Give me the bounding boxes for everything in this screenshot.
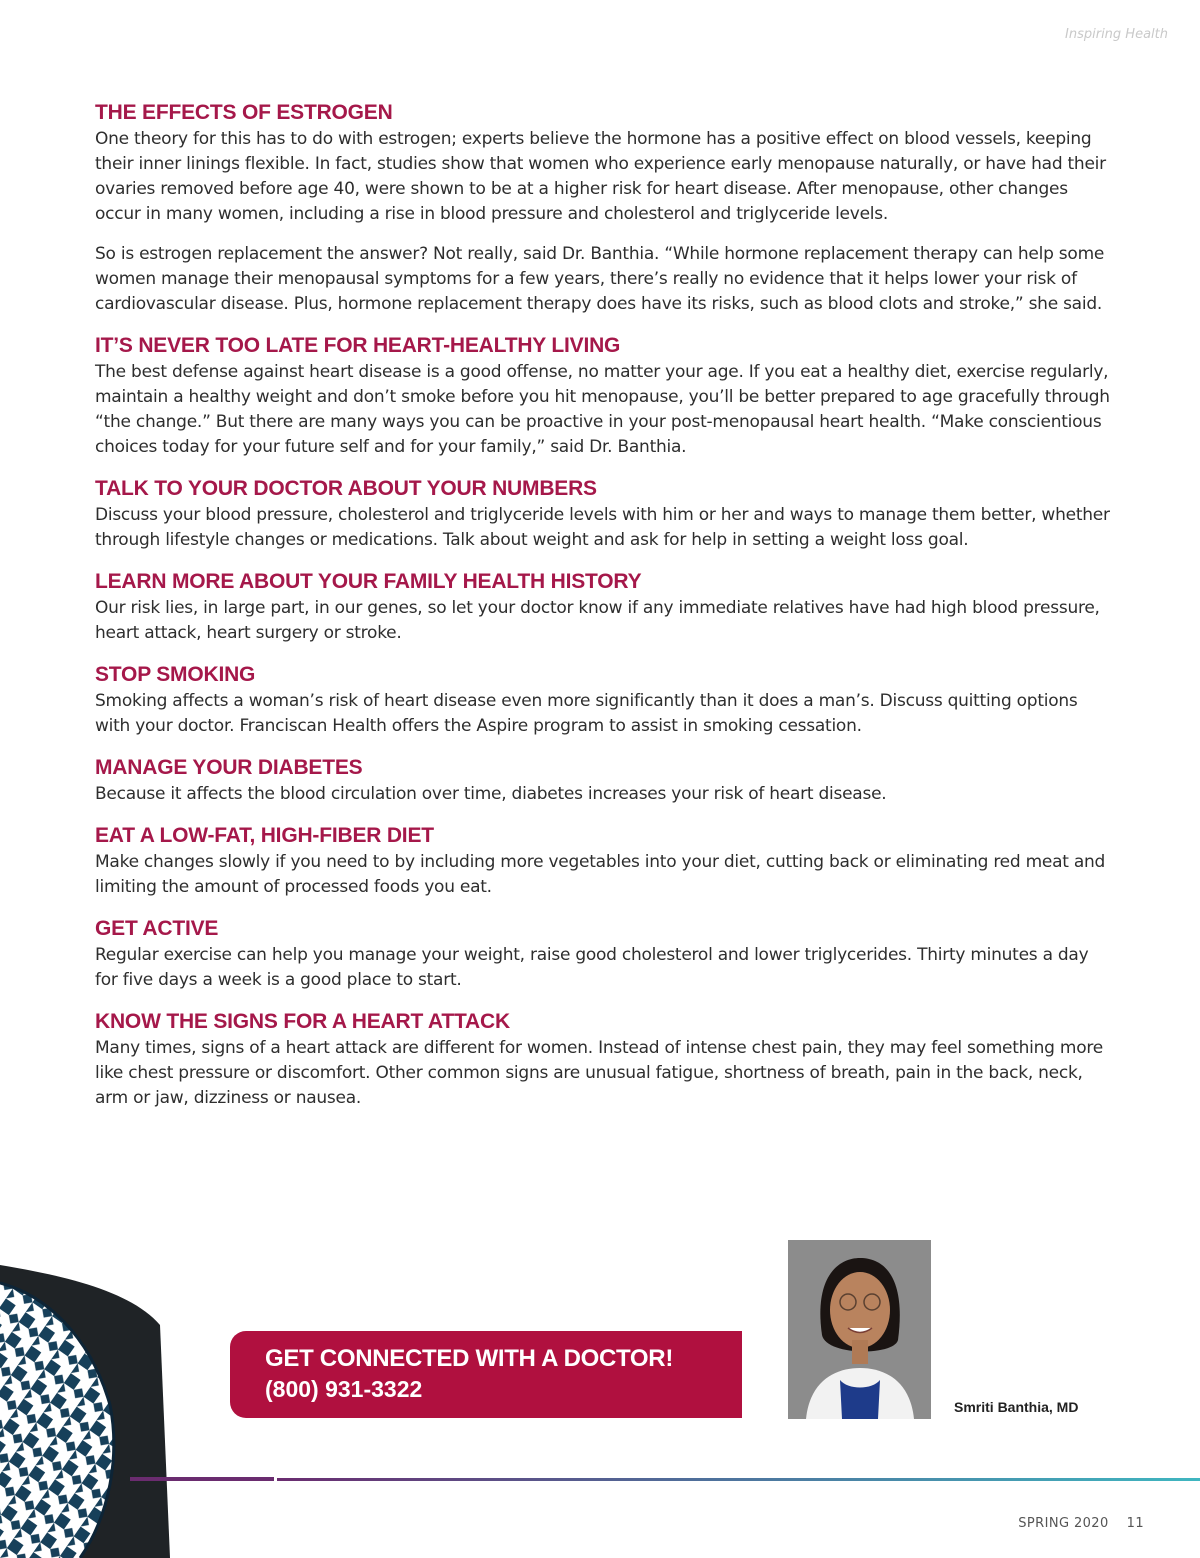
section-heading: STOP SMOKING bbox=[95, 663, 256, 686]
section-heading: IT’S NEVER TOO LATE FOR HEART-HEALTHY LIVING bbox=[95, 334, 621, 357]
section-family-history bbox=[95, 569, 1110, 646]
section-heading: TALK TO YOUR DOCTOR ABOUT YOUR NUMBERS bbox=[95, 477, 597, 500]
footer-rule bbox=[277, 1478, 1200, 1481]
section-paragraph: Make changes slowly if you need to by including more vegetables into your diet, cutting back or eliminating red meat and limiting the amount of processed foods you eat. bbox=[95, 852, 1106, 897]
cta-title: GET CONNECTED WITH A DOCTOR! bbox=[265, 1345, 674, 1372]
section-paragraph: The best defense against heart disease is a good offense, no matter your age. If you eat a healthy diet, exercise regularly, maintain a healthy weight and don’t smoke before you hit menopause, you’ll be better prepared to age gracefully through “the change.” But there are many ways you can be proactive in your post-menopausal heart health. “Make conscientious choices today for your future self and for your family,” said Dr. Banthia. bbox=[95, 362, 1110, 457]
page-number: 11 bbox=[1126, 1516, 1144, 1531]
section-never-too-late bbox=[95, 333, 1110, 460]
section-heading: THE EFFECTS OF ESTROGEN bbox=[95, 101, 393, 124]
issue-label: SPRING 2020 bbox=[1018, 1516, 1109, 1531]
section-manage-diabetes bbox=[95, 755, 1110, 807]
section-heading: KNOW THE SIGNS FOR A HEART ATTACK bbox=[95, 1010, 510, 1033]
section-effects-of-estrogen bbox=[95, 100, 1110, 317]
section-talk-to-doctor bbox=[95, 476, 1110, 553]
section-stop-smoking bbox=[95, 662, 1110, 739]
article-body bbox=[95, 100, 1110, 1127]
doctor-caption: Smriti Banthia, MD bbox=[954, 1399, 1079, 1415]
section-heading: MANAGE YOUR DIABETES bbox=[95, 756, 363, 779]
section-diet bbox=[95, 823, 1110, 900]
doctor-photo bbox=[788, 1240, 931, 1419]
section-paragraph: One theory for this has to do with estrogen; experts believe the hormone has a positive effect on blood vessels, keeping their inner linings flexible. In fact, studies show that women who experience early menopause naturally, or have had their ovaries removed before age 40, were shown to be at a higher risk for heart disease. After menopause, other changes occur in many women, including a rise in blood pressure and cholesterol and triglyceride levels. bbox=[95, 129, 1106, 224]
section-paragraph: Smoking affects a woman’s risk of heart disease even more significantly than it does a man’s. Discuss quitting options with your doctor. Franciscan Health offers the Aspire program to assist in smoking cessation. bbox=[95, 691, 1078, 736]
running-head: Inspiring Health bbox=[1065, 27, 1168, 42]
section-get-active bbox=[95, 916, 1110, 993]
section-paragraph: Regular exercise can help you manage your weight, raise good cholesterol and lower triglycerides. Thirty minutes a day for five days a week is a good place to start. bbox=[95, 945, 1089, 990]
section-paragraph: Many times, signs of a heart attack are different for women. Instead of intense chest pain, they may feel something more like chest pressure or discomfort. Other common signs are unusual fatigue, shortness of breath, pain in the back, neck, arm or jaw, dizziness or nausea. bbox=[95, 1038, 1103, 1108]
section-heading: EAT A LOW-FAT, HIGH-FIBER DIET bbox=[95, 824, 434, 847]
get-connected-banner[interactable] bbox=[230, 1331, 742, 1418]
footer-rule-accent bbox=[130, 1477, 274, 1481]
section-paragraph: So is estrogen replacement the answer? Not really, said Dr. Banthia. “While hormone replacement therapy can help some women manage their menopausal symptoms for a few years, there’s really no evidence that it helps lower your risk of cardiovascular disease. Plus, hormone replacement therapy does have its risks, such as blood clots and stroke,” she said. bbox=[95, 244, 1105, 314]
section-heading: GET ACTIVE bbox=[95, 917, 219, 940]
section-heart-attack-signs bbox=[95, 1009, 1110, 1111]
section-paragraph: Our risk lies, in large part, in our genes, so let your doctor know if any immediate relatives have had high blood pressure, heart attack, heart surgery or stroke. bbox=[95, 598, 1100, 643]
chair-photo bbox=[0, 1265, 170, 1558]
section-heading: LEARN MORE ABOUT YOUR FAMILY HEALTH HISTORY bbox=[95, 570, 642, 593]
cta-phone-link[interactable]: (800) 931-3322 bbox=[265, 1376, 423, 1402]
section-paragraph: Because it affects the blood circulation over time, diabetes increases your risk of heart disease. bbox=[95, 784, 887, 804]
section-paragraph: Discuss your blood pressure, cholesterol and triglyceride levels with him or her and ways to manage them better, whether through lifestyle changes or medications. Talk about weight and ask for help in setting a weight loss goal. bbox=[95, 505, 1110, 550]
page-footer bbox=[1018, 1516, 1144, 1531]
